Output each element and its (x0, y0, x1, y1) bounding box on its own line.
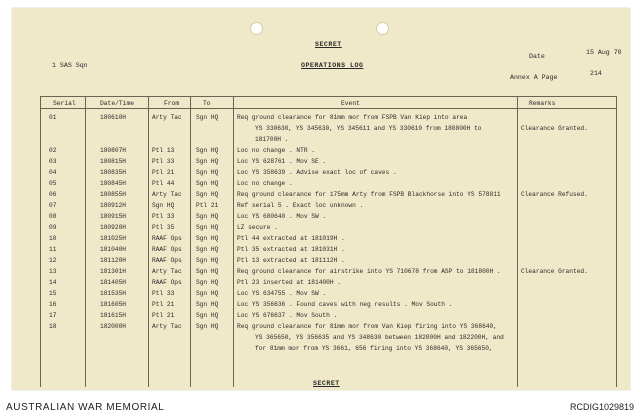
page-title: OPERATIONS LOG (301, 62, 364, 69)
to-cell: Sgn HQ (196, 323, 219, 330)
table-row (41, 299, 616, 310)
column-header-serial: Serial (53, 100, 76, 107)
table-row (41, 288, 616, 299)
serial-cell: 06 (49, 191, 57, 198)
serial-cell: 13 (49, 268, 57, 275)
institution-credit: AUSTRALIAN WAR MEMORIAL (6, 402, 165, 413)
serial-cell: 01 (49, 114, 57, 121)
to-cell: Sgn HQ (196, 147, 219, 154)
from-cell: Ptl 21 (152, 312, 175, 319)
datetime-cell: 180835H (100, 169, 126, 176)
remarks-cell: Clearance Refused. (521, 191, 588, 198)
serial-cell: 08 (49, 213, 57, 220)
event-cell: Loc YS 680640 . Mov SW . (237, 213, 327, 220)
date-label: Date (529, 53, 545, 60)
to-cell: Sgn HQ (196, 224, 219, 231)
to-cell: Sgn HQ (196, 290, 219, 297)
to-cell: Sgn HQ (196, 158, 219, 165)
to-cell: Sgn HQ (196, 246, 219, 253)
from-cell: RAAF Ops (152, 257, 182, 264)
table-row (41, 178, 616, 189)
serial-cell: 03 (49, 158, 57, 165)
from-cell: Ptl 33 (152, 290, 175, 297)
datetime-cell: 181040H (100, 246, 126, 253)
to-cell: Sgn HQ (196, 279, 219, 286)
event-cell: Loc YS 356636 . Found caves with neg results . Mov South . (237, 301, 453, 308)
classification-top: SECRET (315, 41, 342, 48)
datetime-cell: 180807H (100, 147, 126, 154)
table-row (41, 310, 616, 321)
datetime-cell: 181535H (100, 290, 126, 297)
table-row (41, 167, 616, 178)
serial-cell: 16 (49, 301, 57, 308)
table-row (41, 156, 616, 167)
table-row (41, 321, 616, 352)
datetime-cell: 181025H (100, 235, 126, 242)
serial-cell: 14 (49, 279, 57, 286)
event-cell: Loc YS 358639 . Advise exact loc of caves . (237, 169, 397, 176)
datetime-cell: 181405H (100, 279, 126, 286)
table-row (41, 233, 616, 244)
from-cell: Arty Tac (152, 191, 182, 198)
serial-cell: 11 (49, 246, 57, 253)
datetime-cell: 181605H (100, 301, 126, 308)
serial-cell: 10 (49, 235, 57, 242)
archive-footer (0, 396, 640, 416)
from-cell: RAAF Ops (152, 279, 182, 286)
table-row (41, 189, 616, 200)
event-cell: Loc YS 676637 . Mov South . (237, 312, 338, 319)
table-row (41, 266, 616, 277)
event-cell: Ref serial 5 . Exact loc unknown . (237, 202, 364, 209)
serial-cell: 07 (49, 202, 57, 209)
event-cell: Loc YS 634755 . Mov SW . (237, 290, 327, 297)
to-cell: Sgn HQ (196, 235, 219, 242)
table-row (41, 222, 616, 233)
table-row (41, 255, 616, 266)
serial-cell: 02 (49, 147, 57, 154)
from-cell: Ptl 21 (152, 301, 175, 308)
annex-value: 214 (590, 70, 602, 77)
remarks-cell: Clearance Granted. (521, 125, 588, 132)
datetime-cell: 180855H (100, 191, 126, 198)
table-row (41, 211, 616, 222)
remarks-cell: Clearance Granted. (521, 268, 588, 275)
serial-cell: 12 (49, 257, 57, 264)
datetime-cell: 182000H (100, 323, 126, 330)
classification-bottom: SECRET (313, 380, 340, 387)
event-cell: Loc YS 628761 . Mov SE . (237, 158, 327, 165)
from-cell: Ptl 21 (152, 169, 175, 176)
serial-cell: 04 (49, 169, 57, 176)
from-cell: RAAF Ops (152, 235, 182, 242)
from-cell: Sgn HQ (152, 202, 175, 209)
event-cell: Req ground clearance for airstrike into YS 710678 from ASP to 181800H . (237, 268, 501, 275)
to-cell: Sgn HQ (196, 268, 219, 275)
table-row (41, 112, 616, 143)
to-cell: Sgn HQ (196, 257, 219, 264)
datetime-cell: 180610H (100, 114, 126, 121)
serial-cell: 09 (49, 224, 57, 231)
column-header-datetime: Date/Time (100, 100, 135, 107)
date-value: 15 Aug 70 (586, 49, 622, 56)
from-cell: Arty Tac (152, 323, 182, 330)
to-cell: Ptl 21 (196, 202, 219, 209)
table-row (41, 277, 616, 288)
datetime-cell: 180845H (100, 180, 126, 187)
from-cell: RAAF Ops (152, 246, 182, 253)
column-header-from: From (164, 100, 180, 107)
punch-hole (376, 22, 389, 35)
to-cell: Sgn HQ (196, 180, 219, 187)
event-cell: LZ secure . (237, 224, 278, 231)
from-cell: Ptl 35 (152, 224, 175, 231)
from-cell: Arty Tac (152, 114, 182, 121)
datetime-cell: 180915H (100, 213, 126, 220)
to-cell: Sgn HQ (196, 191, 219, 198)
event-cell: Loc no change . (237, 180, 293, 187)
from-cell: Ptl 33 (152, 158, 175, 165)
annex-label: Annex A Page (510, 74, 558, 81)
to-cell: Sgn HQ (196, 169, 219, 176)
event-cell: Req ground clearance for 81mm mor from FSPB Van Kiep into area (237, 114, 468, 121)
event-cell: Ptl 23 inserted at 181400H . (237, 279, 341, 286)
from-cell: Ptl 13 (152, 147, 175, 154)
event-cell: Req ground clearance for 81mm mor from Van Kiep firing into YS 368640, (237, 323, 497, 330)
table-row (41, 200, 616, 211)
to-cell: Sgn HQ (196, 312, 219, 319)
serial-cell: 15 (49, 290, 57, 297)
table-row (41, 244, 616, 255)
column-header-to: To (203, 100, 211, 107)
event-cell: Ptl 44 extracted at 181019H . (237, 235, 345, 242)
operations-log-table (40, 96, 617, 387)
to-cell: Sgn HQ (196, 301, 219, 308)
from-cell: Arty Tac (152, 268, 182, 275)
to-cell: Sgn HQ (196, 213, 219, 220)
table-row (41, 145, 616, 156)
datetime-cell: 180815H (100, 158, 126, 165)
datetime-cell: 181120H (100, 257, 126, 264)
serial-cell: 17 (49, 312, 57, 319)
column-header-remarks: Remarks (529, 100, 556, 107)
event-continuation-line: 181700H . (255, 136, 289, 143)
document-page (12, 8, 630, 390)
event-continuation-line: YS 365650, YS 356635 and YS 348630 between 182000H and 182200H, and (255, 334, 504, 341)
event-continuation-line: YS 330630, YS 345630, YS 345611 and YS 330610 from 180800H to (255, 125, 482, 132)
punch-hole (250, 22, 263, 35)
event-cell: Ptl 13 extracted at 181112H . (237, 257, 345, 264)
serial-cell: 05 (49, 180, 57, 187)
from-cell: Ptl 44 (152, 180, 175, 187)
unit-name: 1 SAS Sqn (52, 62, 88, 69)
datetime-cell: 180920H (100, 224, 126, 231)
from-cell: Ptl 33 (152, 213, 175, 220)
datetime-cell: 181615H (100, 312, 126, 319)
event-cell: Ptl 35 extracted at 181031H . (237, 246, 345, 253)
event-cell: Loc no change . NTR . (237, 147, 315, 154)
event-continuation-line: for 81mm mor from YS 3661, 656 firing into YS 368640, YS 365650, (255, 345, 493, 352)
datetime-cell: 181301H (100, 268, 126, 275)
datetime-cell: 180912H (100, 202, 126, 209)
column-header-event: Event (341, 100, 360, 107)
event-cell: Req ground clearance for 175mm Arty from FSPB Blackhorse into YS 578811 (237, 191, 501, 198)
to-cell: Sgn HQ (196, 114, 219, 121)
serial-cell: 18 (49, 323, 57, 330)
archive-reference: RCDIG1029819 (569, 402, 634, 412)
